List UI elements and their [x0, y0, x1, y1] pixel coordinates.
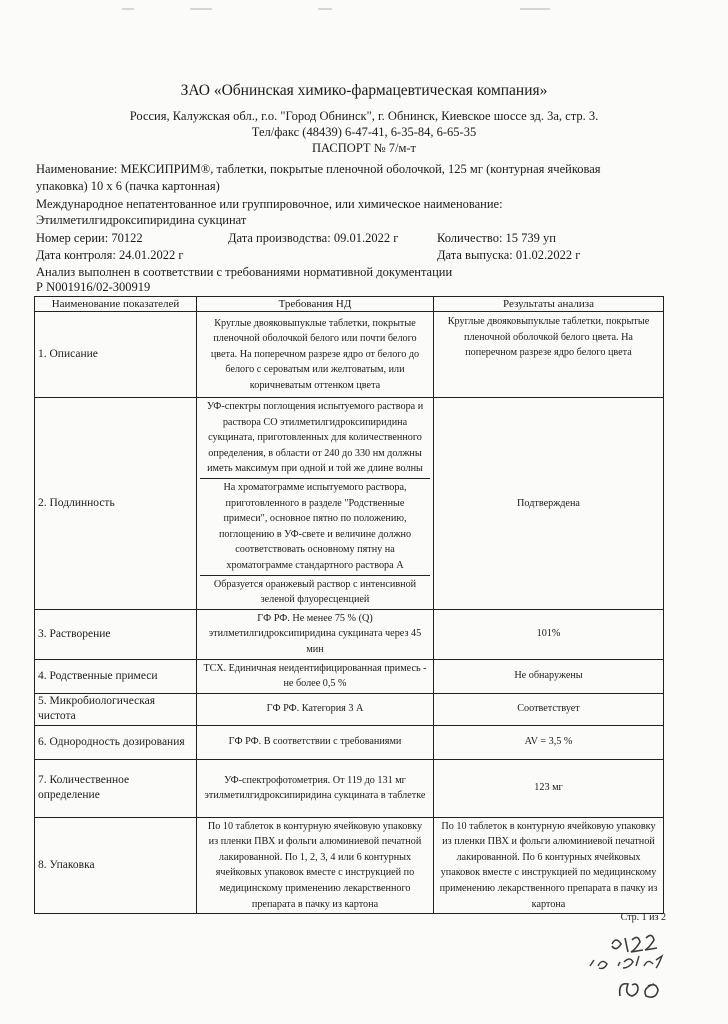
column-header: Наименование показателей: [35, 297, 197, 312]
result-value: Не обнаружены: [434, 659, 664, 693]
parameter-name: 5. Микробиологическая чистота: [35, 693, 197, 725]
parameter-name: 3. Растворение: [35, 609, 197, 659]
result-value: 101%: [434, 609, 664, 659]
normative-doc-number: Р N001916/02-300919: [36, 280, 151, 294]
table-header-row: [35, 297, 664, 312]
scan-speckle: [122, 8, 134, 10]
page-number: Стр. 1 из 2: [620, 912, 666, 923]
column-header: Требования НД: [197, 297, 434, 312]
table-row: [35, 759, 664, 817]
scan-speckle: [520, 8, 550, 10]
requirement-cell: [197, 817, 434, 914]
result-value: AV = 3,5 %: [434, 725, 664, 759]
product-name-line1: Наименование: МЕКСИПРИМ®, таблетки, покрытые пленочной оболочкой, 125 мг (контурная ячейковая: [36, 162, 601, 176]
requirement-text: ГФ РФ. В соответствии с требованиями: [228, 736, 402, 748]
passport-title: ПАСПОРТ № 7/м-т: [312, 141, 416, 155]
table-row: [35, 725, 664, 759]
table-row: [35, 817, 664, 914]
company-phone: Тел/факс (48439) 6-47-41, 6-35-84, 6-65-35: [251, 125, 477, 139]
requirement-text: Образуется оранжевый раствор с интенсивной зеленой флуоресценцией: [213, 578, 417, 606]
inn-label: Международное непатентованное или группировочное, или химическое наименование:: [36, 197, 503, 211]
parameter-name: 8. Упаковка: [35, 817, 197, 914]
requirement-text: По 10 таблеток в контурную ячейковую упаковку из пленки ПВХ и фольги алюминиевой печатной лакированной. По 1, 2, 3, 4 или 6 контурных ячейковых упаковок вместе с инструкцией по медицинскому применению лекарственного препарата в пачку из картона: [207, 820, 423, 910]
scan-speckle: [190, 8, 212, 10]
result-value: Соответствует: [434, 693, 664, 725]
production-date: Дата производства: 09.01.2022 г: [228, 231, 399, 245]
requirement-cell: [197, 725, 434, 759]
requirement-text: УФ-спектрофотометрия. От 119 до 131 мг этилметилгидроксипиридина сукцината в таблетке: [204, 774, 426, 802]
quantity: Количество: 15 739 уп: [437, 231, 556, 245]
handwritten-signature-mark: [570, 926, 700, 1006]
result-value: Подтверждена: [434, 398, 664, 610]
requirement-cell: [197, 659, 434, 693]
control-date: Дата контроля: 24.01.2022 г: [36, 248, 184, 262]
release-date: Дата выпуска: 01.02.2022 г: [437, 248, 581, 262]
scan-speckle: [318, 8, 332, 10]
analysis-table: [34, 296, 664, 914]
parameter-name: 7. Количественное определение: [35, 759, 197, 817]
series-number: Номер серии: 70122: [36, 231, 143, 245]
company-address: Россия, Калужская обл., г.о. "Город Обнинск", г. Обнинск, Киевское шоссе зд. 3а, стр. 3.: [129, 109, 599, 123]
table-row: [35, 693, 664, 725]
table-row: [35, 659, 664, 693]
requirement-cell: [197, 609, 434, 659]
requirement-text: ТСХ. Единичная неидентифицированная примесь - не более 0,5 %: [203, 662, 427, 690]
requirement-text: На хроматограмме испытуемого раствора, приготовленного в разделе "Родственные примеси", основное пятно по положению, поглощению в УФ-свете и величине должно соответствовать основному пятну на хроматограмме стандартного раствора А: [200, 479, 430, 576]
parameter-name: 4. Родственные примеси: [35, 659, 197, 693]
result-value: Круглые двояковыпуклые таблетки, покрытые пленочной оболочкой белого цвета. На поперечном разрезе ядро белого цвета: [434, 312, 664, 398]
requirement-text: ГФ РФ. Категория 3 А: [266, 703, 364, 715]
requirement-cell: [197, 398, 434, 610]
requirement-cell: [197, 693, 434, 725]
company-name: ЗАО «Обнинская химико-фармацевтическая компания»: [180, 82, 548, 99]
result-value: 123 мг: [434, 759, 664, 817]
result-value: По 10 таблеток в контурную ячейковую упаковку из пленки ПВХ и фольги алюминиевой печатной лакированной. По 6 контурных ячейковых упаковок вместе с инструкцией по медицинскому применению лекарственного препарата в пачку из картона: [434, 817, 664, 914]
product-name-line2: упаковка) 10 х 6 (пачка картонная): [36, 179, 220, 193]
parameter-name: 2. Подлинность: [35, 398, 197, 610]
table-row: [35, 398, 664, 610]
table-row: [35, 312, 664, 398]
parameter-name: 1. Описание: [35, 312, 197, 398]
requirement-text: Круглые двояковыпуклые таблетки, покрытые пленочной оболочкой белого или почти белого цвета. На поперечном разрезе ядро от белого до белого с сероватым или желтоватым, или коричневатым оттенком цвета: [210, 317, 420, 391]
column-header: Результаты анализа: [434, 297, 664, 312]
analysis-note: Анализ выполнен в соответствии с требованиями нормативной документации: [36, 265, 453, 279]
inn-value: Этилметилгидроксипиридина сукцинат: [36, 213, 247, 227]
requirement-cell: [197, 759, 434, 817]
requirement-text: ГФ РФ. Не менее 75 % (Q) этилметилгидроксипиридина сукцината через 45 мин: [208, 612, 422, 655]
table-row: [35, 609, 664, 659]
requirement-text: УФ-спектры поглощения испытуемого раствора и раствора СО этилметилгидроксипиридина сукцината, приготовленных для количественного определения, в области от 240 до 330 нм должны иметь максимум при одной и той же длине волны: [200, 398, 430, 479]
parameter-name: 6. Однородность дозирования: [35, 725, 197, 759]
requirement-cell: [197, 312, 434, 398]
